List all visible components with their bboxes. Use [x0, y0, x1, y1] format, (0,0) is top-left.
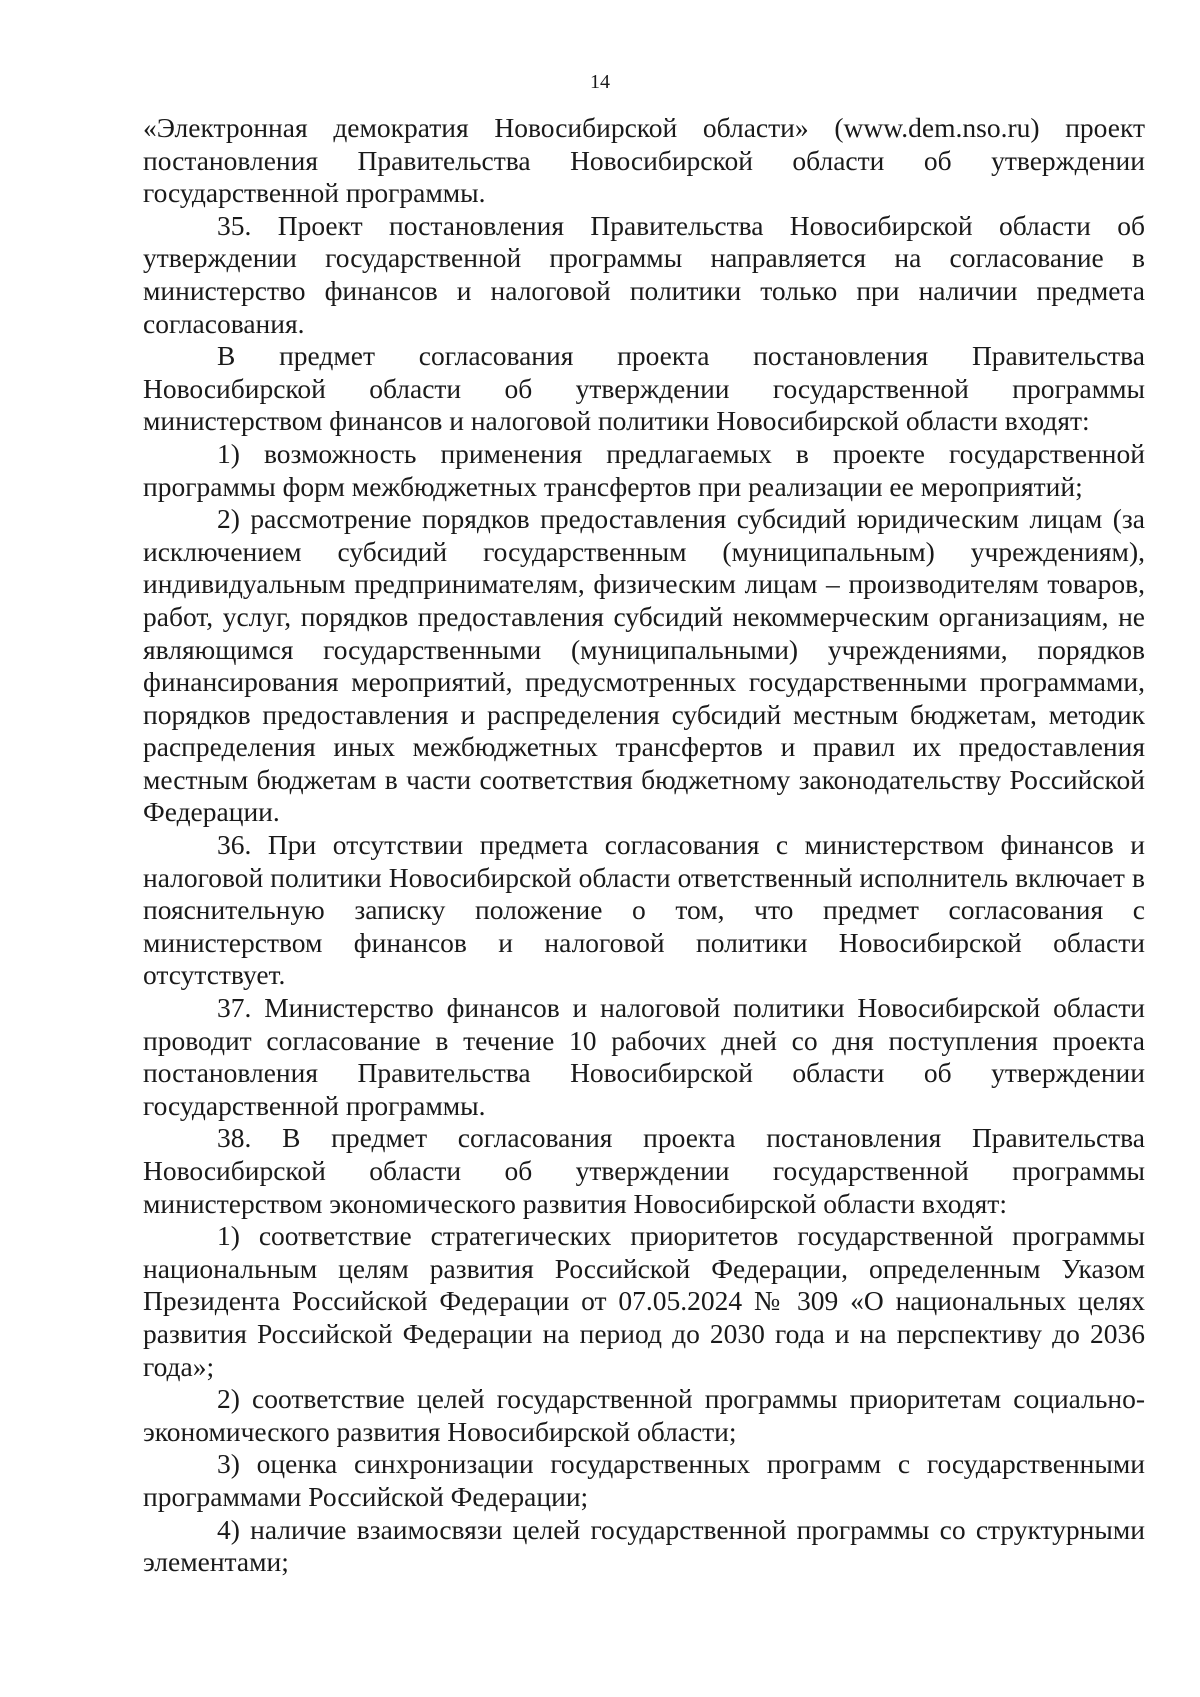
paragraph-item-36: 36. При отсутствии предмета согласования с министерством финансов и налоговой политики Новосибирской области ответственный исполнитель включает в пояснительную записку положение о том, что предмет согласования с министерством финансов и налоговой политики Новосибирской области отсутствует.	[143, 829, 1145, 991]
page-number: 14	[590, 71, 610, 93]
document-body	[143, 112, 1145, 1579]
paragraph-item-37: 37. Министерство финансов и налоговой политики Новосибирской области проводит согласование в течение 10 рабочих дней со дня поступления проекта постановления Правительства Новосибирской области об утверждении государственной программы.	[143, 992, 1145, 1121]
paragraph-finance-subitem-2: 2) рассмотрение порядков предоставления субсидий юридическим лицам (за исключением субсидий государственным (муниципальным) учреждениям), индивидуальным предпринимателям, физическим лицам – производителям товаров, работ, услуг, порядков предоставления субсидий некоммерческим организациям, не являющимся государственными (муниципальными) учреждениями, порядков финансирования мероприятий, предусмотренных государственными программами, порядков предоставления и распределения субсидий местным бюджетам, методик распределения иных межбюджетных трансфертов и правил их предоставления местным бюджетам в части соответствия бюджетному законодательству Российской Федерации.	[143, 503, 1145, 828]
paragraph-item-35: 35. Проект постановления Правительства Новосибирской области об утверждении государственной программы направляется на согласование в министерство финансов и налоговой политики только при наличии предмета согласования.	[143, 209, 1145, 339]
paragraph-economy-subitem-4: 4) наличие взаимосвязи целей государственной программы со структурными элементами;	[143, 1513, 1145, 1578]
paragraph-economy-subitem-2: 2) соответствие целей государственной программы приоритетам социально-экономического развития Новосибирской области;	[143, 1383, 1145, 1447]
paragraph-economy-subitem-3: 3) оценка синхронизации государственных программ с государственными программами Российской Федерации;	[143, 1448, 1145, 1512]
paragraph-item-38: 38. В предмет согласования проекта постановления Правительства Новосибирской области об утверждении государственной программы министерством экономического развития Новосибирской области входят:	[143, 1122, 1145, 1219]
paragraph-finance-scope: В предмет согласования проекта постановления Правительства Новосибирской области об утверждении государственной программы министерством финансов и налоговой политики Новосибирской области входят:	[143, 340, 1145, 437]
paragraph-intro-continuation: «Электронная демократия Новосибирской области» (www.dem.nso.ru) проект постановления Правительства Новосибирской области об утверждении государственной программы.	[143, 112, 1145, 209]
paragraph-economy-subitem-1: 1) соответствие стратегических приоритетов государственной программы национальным целям развития Российской Федерации, определенным Указом Президента Российской Федерации от 07.05.2024 № 309 «О национальных целях развития Российской Федерации на период до 2030 года и на перспективу до 2036 года»;	[143, 1220, 1145, 1382]
paragraph-finance-subitem-1: 1) возможность применения предлагаемых в проекте государственной программы форм межбюджетных трансфертов при реализации ее мероприятий;	[143, 437, 1145, 502]
